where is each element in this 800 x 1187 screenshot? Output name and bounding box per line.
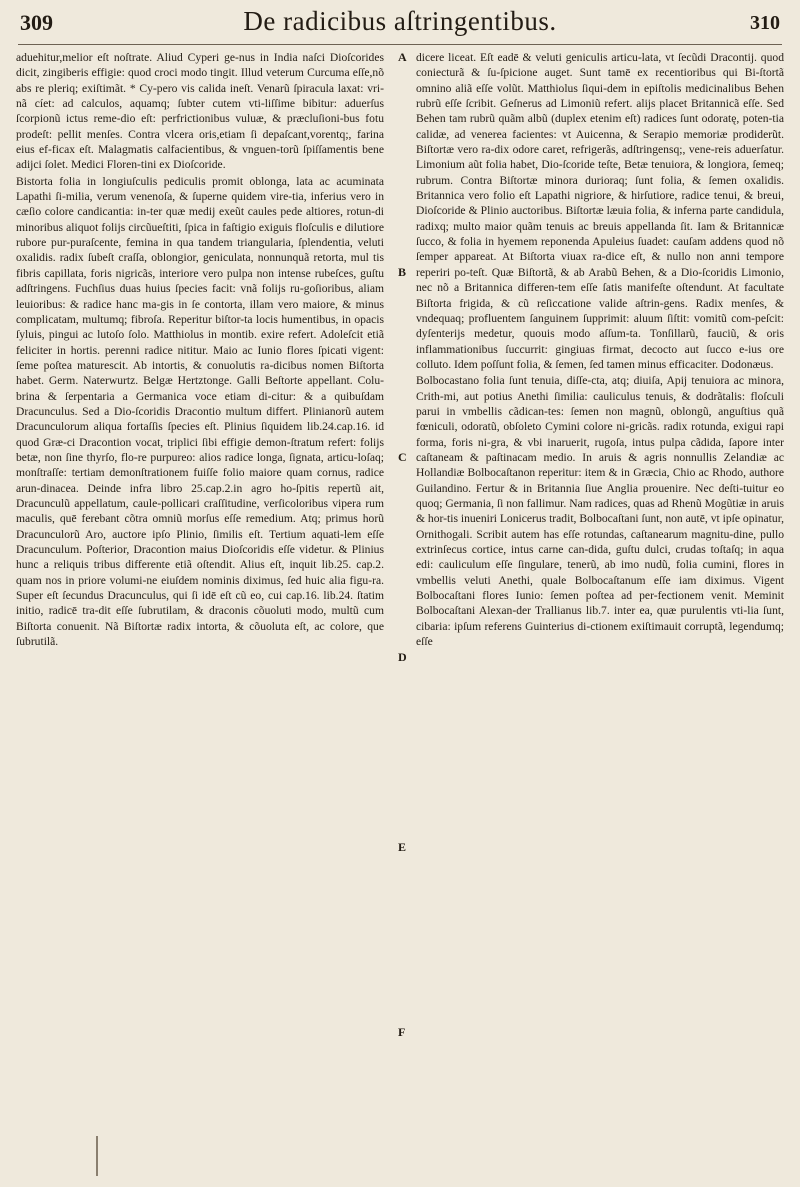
right-column [416,50,784,650]
section-letter-d: D [398,650,407,664]
margin-section-letters [398,50,414,1050]
page-number-left: 309 [20,10,53,35]
page-number-right: 310 [750,12,780,34]
margin-mark [96,1136,98,1176]
paragraph-bolbocastanum: Bolbocastano folia ſunt tenuia, diſſe-cta, atq; diuiſa, Apij tenuiora ac minora, Crith-mi, aut potius Anethi ſimilia: cauliculus tenuis, & dodrãtalis: floſculi parui in vmbellis cãdican-tes: ſemen non magnũ, oblongũ, anguſtius quã fœniculi, odoratũ, obſoleto Cymini colore ni-gricãs. radix rotunda, exigui rapi forma, foris ni-gra, & vbi inaruerit, rugoſa, intus pulpa cãdida, ſapore inter caſtaneam & paſtinacam medio. In aruis & agris nonnullis Zelandiæ ac Hollandiæ Bolbocaſtanon reperitur: item & in Græcia, Chio ac Rhodo, authore Guilandino. Fertur & in Britannia ſiue Anglia prouenire. Nec deſti-tuitur eo quoq; Germania, ſi non fallimur. Nam radices, quas ad Rhenũ Mogũtiæ in aruis & hor-tis inueniri Lonicerus tradit, Bolbocaſtani ſunt, non autē, vt ipſe opinatur, Ornithogali. Scribit autem has eſſe rotundas, caſtanearum magnitu-dine, pullo extrinſecus cortice, intus carne can-dida, guſtu dulci, crudas toſtaſq; in aqua edi: cauliculum eſſe ſingulare, tenerũ, ab imo nudũ, folia cumini, flores in vmbellis veluti Anethi, quale Bolbocaſtanum eſſe iam diximus. Vigent Bolbocaſtani flores Iunio: ſemen poſtea ad per-fectionem venit. Meminit Bolbocaſtani Alexan-der Trallianus lib.7. inter ea, quæ purulentis vti-lia ſunt, cibaria: ipſum referens Guinterius di-ctionem exiſtimauit corruptã, legendumq; eſſe [416,374,784,649]
paragraph-bistorta-cont: dicere liceat. Eſt eadē & veluti geniculis articu-lata, vt ſecũdi Dracontij. quod coniecturã & ſu-ſpicione auget. Sunt tamē ex recentioribus qui Bi-ſtortã omnino aliã eſſe volũt. Matthiolus ſiqui-dem in epiſtolis medicinalibus Behen rubrũ eſſe ſcribit. Geſnerus ad Limoniũ refert. alijs placet Britannicã eſſe. Sed Behen tam rubrũ quãm albũ (duplex etenim eſt) radices ſunt odoratę, poten-tia calidæ, ad venerea facientes: vt Auicenna, & Serapio memoriæ prodiderũt. Biſtortæ vero ra-dix odore caret, refrigerãs, adſtringensq;, vene-reis aduerſatur. Limonium aũt folia habet, Dio-ſcoride teſte, Betæ tenuiora, & longiora, ſemeq; rubrum. Contra Biſtortæ minora durioraq; ſunt folia, & ſemen oxalidis. Britannica vero folio eſt Lapathi nigriore, & hirſutiore, radice tenui, & breui, Dioſcoride & Plinio auctoribus. Biſtortæ læuia folia, & inferna parte candidula, radixq; multo maior quãm tenuis ac breuis appellanda ſit. Iam & Britannicæ ſucco, & folia in hyemem reponenda Apuleius ſuadet: cauſam addens quod nõ ſemper appareat. At Biſtorta viuax ra-dice eſt, & nullo non anni tempore reperiri po-teſt. Quæ Biſtortã, & ab Arabũ Behen, & a Dio-ſcoridis Limonio, nec nõ a Britannica differen-tem eſſe ſatis manifeſte oſtendunt. At facultate Biſtorta frigida, & cũ reſiccatione valide aſtrin-gens. Radix menſes, & vndequaq; profluentem ſanguinem ſupprimit: aluum ſiſtit: vomitũ com-peſcit: dyſenterijs medetur, quouis modo aſſum-ta. Tonſillarũ, fauciũ, & oris inflammationibus ſuccurrit: gingiuas firmat, decocto aut ſucco e-ius ore colluto. Idem poſſunt folia, & ſemen, ſed tamen minus efficaciter. Dodonæus. [416,51,784,371]
left-column [16,50,384,650]
paragraph-cyperus: aduehitur,melior eſt noſtrate. Aliud Cyperi ge-nus in India naſci Dioſcorides dicit, zingiberis effigie: quod croci modo tingit. Illud veterum Curcuma eſſe,nõ abs re pleriq; exiſtimãt. * Cy-pero vis calida ineſt. Venarũ ſpiracula laxat: vri-nã cíet: ad calculos, aquamq; ſubter cutem vti-liſſime bibitur: aduerſus ſcorpionũ ictus reme-dio eſt: perfrictionibus vuluæ, & præcluſioni-bus fotu prodeſt: pellit menſes. Contra vlcera oris,etiam ſi depaſcant,vorentq;, farina eius ef-ficax eſt. Malagmatis calfacientibus, & vnguen-torũ ſpiſſamentis bene adijci ſolet. Medici Floren-tini ex Dioſcoride. [16,51,384,172]
running-header [18,6,782,42]
section-letter-a: A [398,50,407,64]
header-rule [18,44,782,45]
section-letter-c: C [398,450,407,464]
page-title: De radicibus aſtringentibus. [243,6,557,36]
section-letter-f: F [398,1025,406,1039]
section-letter-e: E [398,840,407,854]
paragraph-bistorta: Bistorta folia in longiuſculis pediculis promit oblonga, lata ac acuminata Lapathi ſi-milia, verum venenoſa, & ſuperne quidem vire-tia, inferius vero in cæſio colore candicantia: in-ter quæ medij exeũt caules pede altiores, rotun-di minoribus aliquot folijs circũueſtiti, ſpica in faſtigio exiguis floſculis e dilutiore rubore pur-puraſcente, femina in qua tandem triangularia, ſplendentia, veluti oxalidis. radix ſubeſt craſſa, oblongior, geniculata, nonnunquã retorta, mul tis fibris capillata, foris nigricãs, interiore vero pulpa non intense rubeſces, guſtu adſtringens. Fuchſius duas huius ſpecies facit: vnã folijs ru-goſioribus, aliam leuioribus: & radice hanc ma-gis in ſe contorta, illam vero maiore, & minus complicatam, multumq; fibroſa. Reperitur biſtor-ta locis humentibus, in opacis ſyluis, pingui ac lutoſo ſolo. Matthiolus in montib. exire refert. Adoleſcit etiã feliciter in hortis. perenni radice nititur. Maio ac Iunio flores ſpicati vigent: ſeme poſtea maturescit. Ab intortis, & conuolutis ra-dicibus nomen Biſtorta habet. Germ. Naterwurtz. Belgæ Hertztonge. Galli Beſtorte appellant. Colu-brina & ſerpentaria a Germanica voce etiam di-citur: & a quibuſdam Dracunculus. Sed a Dio-ſcoridis Dracontio multum differt. Plinianorũ autem Dracunculorum aliqua fortaſſis ſpecies eſt. Plinius ſiquidem lib.24.cap.16. id quod Græ-ci Dracontion vocat, triplici ſibi effigie demon-ſtratum refert: folijs betæ, non ſine thyrſo, flo-re purpureo: alios radice longa, ſignata, articu-loſaq; monſtraſſe: tertiam demonſtrationem fuiſſe folio maiore quam cornus, radice arun-dinacea. Deinde infra libro 25.cap.2.in agro ho-ſpitis repertũ ait, Dracunculũ appellatum, caule-pollicari craſſitudine, verſicoloribus vipera rum maculis, quē ferebant cõtra omniũ morſus eſſe remedium. Atq; primus horũ Dracunculorũ Aro, auctore ipſo Plinio, ſimilis eſt. Tertium aquati-lem eſſe Dracunculum. Poſterior, Dracontion maius Dioſcoridis eſſe videtur. & Plinius hunc a reliquis tribus differente etiã oſtendit. Alius eſt, inquit lib.25. cap.2. quam nos in priore volumi-ne eiuſdem nominis diximus, ſed huic alia figu-ra. Super eſt ſecundus Dracunculus, qui ſi idē eſt cũ eo, cui cap.16. lib.24. ſtatim initio, radicē tra-dit eſſe ſubrutilam, & draconis cõuoluti modo, multũ cum Biſtorta conuenit. Nã Biſtortæ radix intorta, & cõuoluta eſt, ac colore, que ſubrutilã. [16,174,384,649]
page-foot [16,1136,384,1182]
section-letter-b: B [398,265,407,279]
